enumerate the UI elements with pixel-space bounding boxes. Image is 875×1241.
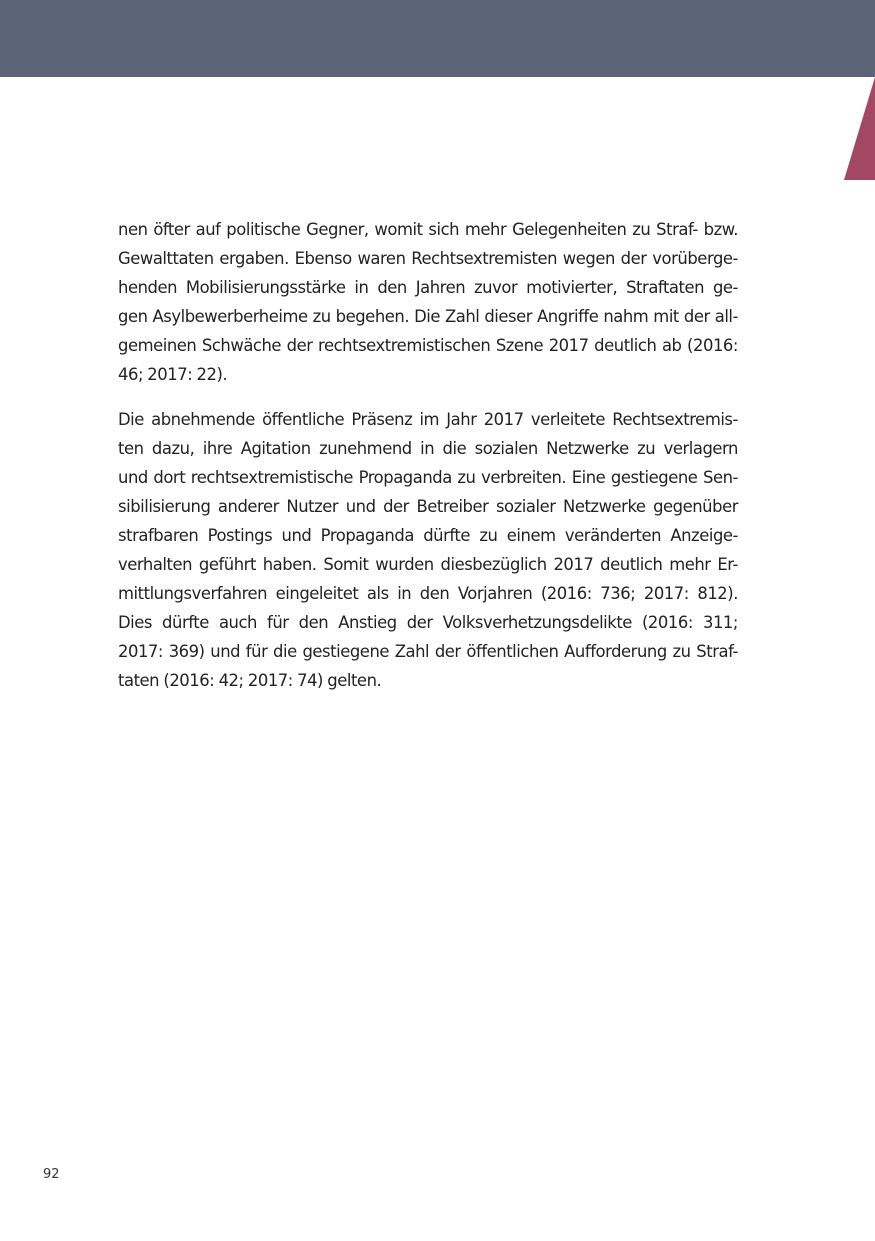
text-line: Dies dürfte auch für den Anstieg der Volksverhetzungsdelikte (2016: 311;	[118, 613, 738, 633]
text-line: sibilisierung anderer Nutzer und der Betreiber sozialer Netzwerke gegenüber	[118, 496, 738, 516]
text-line: gemeinen Schwäche der rechtsextremistischen Szene 2017 deutlich ab (2016:	[118, 336, 738, 356]
paragraph-2	[118, 405, 738, 696]
text-line: Die abnehmende öffentliche Präsenz im Jahr 2017 verleitete Rechtsextremis-	[118, 409, 738, 429]
text-line: henden Mobilisierungsstärke in den Jahren zuvor motivierter, Straftaten ge-	[118, 278, 738, 298]
text-line: 2017: 369) und für die gestiegene Zahl der öffentlichen Aufforderung zu Straf-	[118, 642, 738, 662]
text-line: und dort rechtsextremistische Propaganda zu verbreiten. Eine gestiegene Sen-	[118, 467, 738, 487]
text-line: taten (2016: 42; 2017: 74) gelten.	[118, 671, 382, 691]
text-line: verhalten geführt haben. Somit wurden diesbezüglich 2017 deutlich mehr Er-	[118, 555, 738, 575]
text-line: mittlungsverfahren eingeleitet als in den Vorjahren (2016: 736; 2017: 812).	[118, 584, 738, 604]
text-line: ten dazu, ihre Agitation zunehmend in die sozialen Netzwerke zu verlagern	[118, 438, 738, 458]
corner-accent-triangle	[844, 77, 875, 180]
text-line: nen öfter auf politische Gegner, womit sich mehr Gelegenheiten zu Straf- bzw.	[118, 220, 738, 239]
page-number: 92	[43, 1167, 60, 1182]
header-band	[0, 0, 875, 77]
text-line: Gewalttaten ergaben. Ebenso waren Rechtsextremisten wegen der vorüberge-	[118, 249, 738, 269]
body-text	[118, 215, 738, 696]
text-line: strafbaren Postings und Propaganda dürfte zu einem veränderten Anzeige-	[118, 525, 738, 545]
paragraph-1	[118, 215, 738, 390]
text-line: 46; 2017: 22).	[118, 365, 228, 385]
corner-accent-shape	[844, 77, 875, 180]
text-line: gen Asylbewerberheime zu begehen. Die Zahl dieser Angriffe nahm mit der all-	[118, 307, 738, 327]
